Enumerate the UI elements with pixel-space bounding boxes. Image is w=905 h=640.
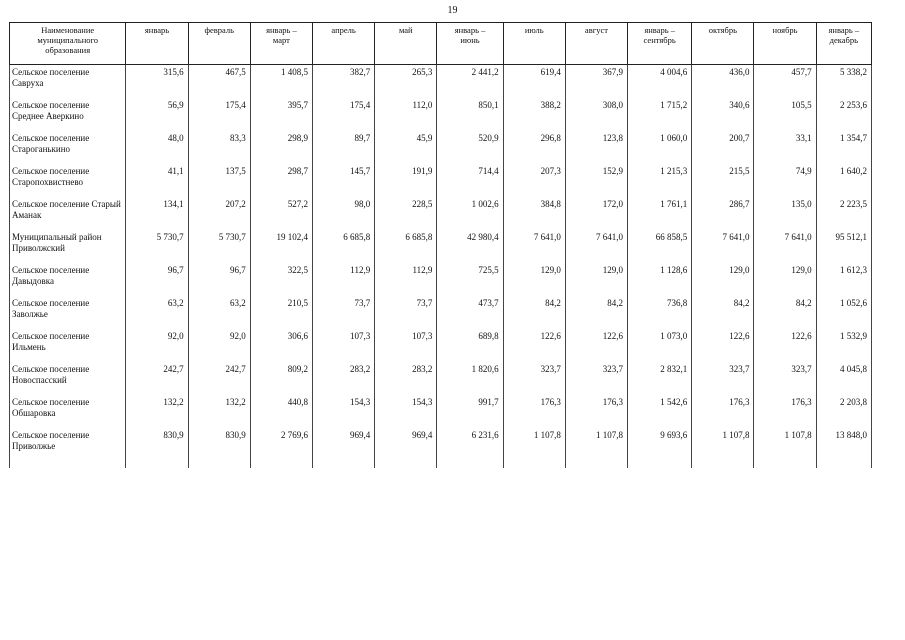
value-cell: 48,0 [126,131,188,164]
column-header-january-june: январь – июнь [437,23,503,65]
municipality-name-cell: Сельское поселение Ильмень [10,329,126,362]
value-cell: 2 253,6 [816,98,871,131]
value-cell: 4 045,8 [816,362,871,395]
value-cell: 436,0 [692,65,754,99]
table-row [10,296,872,329]
value-cell: 66 858,5 [628,230,692,263]
value-cell: 84,2 [692,296,754,329]
value-cell: 123,8 [565,131,627,164]
value-cell: 242,7 [188,362,250,395]
value-cell: 33,1 [754,131,816,164]
value-cell: 830,9 [188,428,250,468]
page-number: 19 [447,5,458,16]
value-cell: 74,9 [754,164,816,197]
value-cell: 440,8 [250,395,312,428]
value-cell: 210,5 [250,296,312,329]
value-cell: 56,9 [126,98,188,131]
value-cell: 6 685,8 [313,230,375,263]
value-cell: 2 203,8 [816,395,871,428]
value-cell: 340,6 [692,98,754,131]
value-cell: 73,7 [375,296,437,329]
municipality-name-cell: Сельское поселение Заволжье [10,296,126,329]
column-header-february: февраль [188,23,250,65]
value-cell: 7 641,0 [692,230,754,263]
value-cell: 95 512,1 [816,230,871,263]
value-cell: 323,7 [692,362,754,395]
value-cell: 105,5 [754,98,816,131]
table-row [10,329,872,362]
value-cell: 1 215,3 [628,164,692,197]
value-cell: 1 354,7 [816,131,871,164]
value-cell: 135,0 [754,197,816,230]
value-cell: 175,4 [188,98,250,131]
column-header-municipality: Наименование муниципального образования [10,23,126,65]
value-cell: 367,9 [565,65,627,99]
value-cell: 283,2 [375,362,437,395]
value-cell: 322,5 [250,263,312,296]
value-cell: 1 107,8 [565,428,627,468]
value-cell: 467,5 [188,65,250,99]
value-cell: 172,0 [565,197,627,230]
column-header-october: октябрь [692,23,754,65]
value-cell: 6 685,8 [375,230,437,263]
value-cell: 991,7 [437,395,503,428]
value-cell: 112,9 [313,263,375,296]
value-cell: 323,7 [754,362,816,395]
value-cell: 122,6 [692,329,754,362]
value-cell: 619,4 [503,65,565,99]
value-cell: 2 223,5 [816,197,871,230]
value-cell: 107,3 [375,329,437,362]
value-cell: 73,7 [313,296,375,329]
table-row [10,362,872,395]
municipality-name-cell: Муниципальный район Приволжский [10,230,126,263]
municipality-name-cell: Сельское поселение Савруха [10,65,126,99]
value-cell: 1 128,6 [628,263,692,296]
header-row [10,23,872,65]
value-cell: 9 693,6 [628,428,692,468]
table-row [10,98,872,131]
value-cell: 215,5 [692,164,754,197]
value-cell: 96,7 [188,263,250,296]
value-cell: 207,2 [188,197,250,230]
value-cell: 122,6 [503,329,565,362]
table-row [10,395,872,428]
value-cell: 45,9 [375,131,437,164]
value-cell: 809,2 [250,362,312,395]
value-cell: 5 730,7 [126,230,188,263]
value-cell: 1 542,6 [628,395,692,428]
table-row [10,164,872,197]
value-cell: 969,4 [313,428,375,468]
value-cell: 112,0 [375,98,437,131]
column-header-january-december: январь – декабрь [816,23,871,65]
value-cell: 323,7 [503,362,565,395]
value-cell: 207,3 [503,164,565,197]
table-body [10,65,872,469]
value-cell: 5 338,2 [816,65,871,99]
value-cell: 92,0 [188,329,250,362]
value-cell: 323,7 [565,362,627,395]
value-cell: 112,9 [375,263,437,296]
value-cell: 7 641,0 [754,230,816,263]
value-cell: 92,0 [126,329,188,362]
value-cell: 154,3 [375,395,437,428]
value-cell: 1 107,8 [754,428,816,468]
value-cell: 129,0 [503,263,565,296]
value-cell: 527,2 [250,197,312,230]
value-cell: 83,3 [188,131,250,164]
value-cell: 395,7 [250,98,312,131]
value-cell: 520,9 [437,131,503,164]
value-cell: 1 640,2 [816,164,871,197]
municipality-name-cell: Сельское поселение Новоспасский [10,362,126,395]
value-cell: 63,2 [188,296,250,329]
value-cell: 1 060,0 [628,131,692,164]
value-cell: 191,9 [375,164,437,197]
table-row [10,428,872,468]
value-cell: 689,8 [437,329,503,362]
municipality-name-cell: Сельское поселение Давыдовка [10,263,126,296]
value-cell: 6 231,6 [437,428,503,468]
value-cell: 96,7 [126,263,188,296]
value-cell: 1 408,5 [250,65,312,99]
value-cell: 19 102,4 [250,230,312,263]
value-cell: 42 980,4 [437,230,503,263]
value-cell: 382,7 [313,65,375,99]
value-cell: 296,8 [503,131,565,164]
value-cell: 176,3 [754,395,816,428]
value-cell: 1 715,2 [628,98,692,131]
value-cell: 175,4 [313,98,375,131]
value-cell: 7 641,0 [565,230,627,263]
value-cell: 315,6 [126,65,188,99]
value-cell: 1 107,8 [692,428,754,468]
value-cell: 1 612,3 [816,263,871,296]
budget-table [9,22,872,468]
value-cell: 736,8 [628,296,692,329]
municipality-name-cell: Сельское поселение Староганькино [10,131,126,164]
table-row [10,131,872,164]
value-cell: 1 002,6 [437,197,503,230]
value-cell: 725,5 [437,263,503,296]
value-cell: 145,7 [313,164,375,197]
value-cell: 388,2 [503,98,565,131]
value-cell: 176,3 [565,395,627,428]
value-cell: 129,0 [754,263,816,296]
value-cell: 122,6 [565,329,627,362]
value-cell: 98,0 [313,197,375,230]
value-cell: 152,9 [565,164,627,197]
value-cell: 122,6 [754,329,816,362]
value-cell: 308,0 [565,98,627,131]
value-cell: 298,9 [250,131,312,164]
column-header-july: июль [503,23,565,65]
value-cell: 242,7 [126,362,188,395]
value-cell: 1 820,6 [437,362,503,395]
value-cell: 969,4 [375,428,437,468]
value-cell: 84,2 [503,296,565,329]
municipality-name-cell: Сельское поселение Среднее Аверкино [10,98,126,131]
value-cell: 132,2 [126,395,188,428]
value-cell: 41,1 [126,164,188,197]
value-cell: 176,3 [692,395,754,428]
column-header-january-march: январь – март [250,23,312,65]
value-cell: 129,0 [692,263,754,296]
municipality-name-cell: Сельское поселение Старопохвистнево [10,164,126,197]
value-cell: 154,3 [313,395,375,428]
value-cell: 306,6 [250,329,312,362]
value-cell: 134,1 [126,197,188,230]
table-row [10,197,872,230]
value-cell: 283,2 [313,362,375,395]
value-cell: 129,0 [565,263,627,296]
value-cell: 1 073,0 [628,329,692,362]
value-cell: 473,7 [437,296,503,329]
column-header-january-september: январь – сентябрь [628,23,692,65]
value-cell: 5 730,7 [188,230,250,263]
value-cell: 84,2 [754,296,816,329]
value-cell: 265,3 [375,65,437,99]
value-cell: 2 832,1 [628,362,692,395]
table-row [10,263,872,296]
column-header-april: апрель [313,23,375,65]
column-header-august: август [565,23,627,65]
value-cell: 176,3 [503,395,565,428]
value-cell: 457,7 [754,65,816,99]
value-cell: 13 848,0 [816,428,871,468]
value-cell: 107,3 [313,329,375,362]
value-cell: 228,5 [375,197,437,230]
value-cell: 850,1 [437,98,503,131]
value-cell: 132,2 [188,395,250,428]
value-cell: 714,4 [437,164,503,197]
value-cell: 89,7 [313,131,375,164]
value-cell: 84,2 [565,296,627,329]
column-header-may: май [375,23,437,65]
value-cell: 830,9 [126,428,188,468]
value-cell: 1 532,9 [816,329,871,362]
value-cell: 2 441,2 [437,65,503,99]
value-cell: 384,8 [503,197,565,230]
value-cell: 286,7 [692,197,754,230]
value-cell: 298,7 [250,164,312,197]
value-cell: 63,2 [126,296,188,329]
value-cell: 4 004,6 [628,65,692,99]
value-cell: 7 641,0 [503,230,565,263]
municipality-name-cell: Сельское поселение Приволжье [10,428,126,468]
municipality-name-cell: Сельское поселение Обшаровка [10,395,126,428]
value-cell: 1 761,1 [628,197,692,230]
value-cell: 200,7 [692,131,754,164]
table-row [10,65,872,99]
column-header-january: январь [126,23,188,65]
value-cell: 1 107,8 [503,428,565,468]
value-cell: 2 769,6 [250,428,312,468]
municipality-name-cell: Сельское поселение Старый Аманак [10,197,126,230]
value-cell: 1 052,6 [816,296,871,329]
table-row [10,230,872,263]
column-header-november: ноябрь [754,23,816,65]
value-cell: 137,5 [188,164,250,197]
